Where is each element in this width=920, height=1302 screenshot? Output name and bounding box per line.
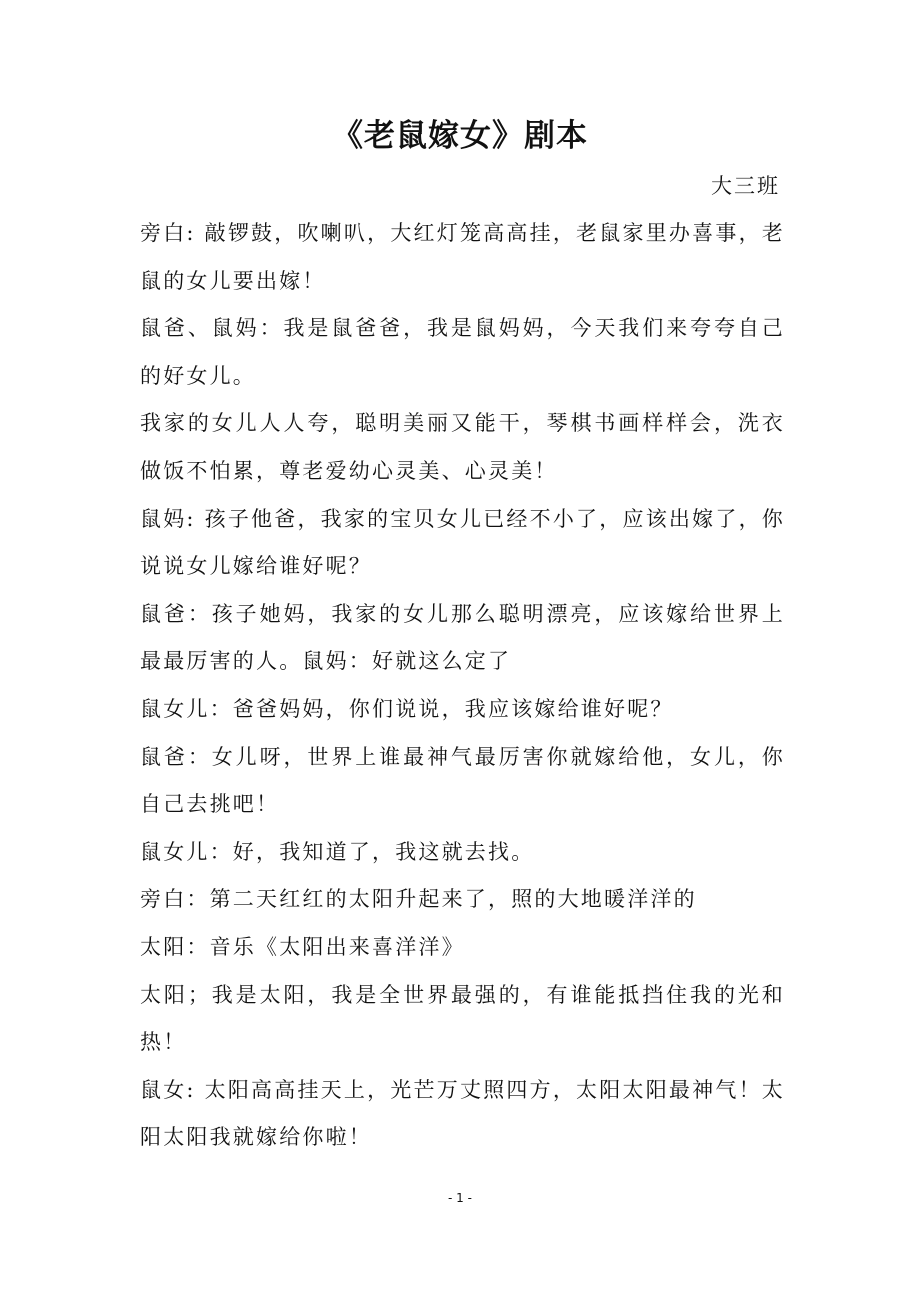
document-author: 大三班 xyxy=(711,174,780,198)
document-title: 《老鼠嫁女》剧本 xyxy=(332,118,588,154)
script-paragraph: 太阳；我是太阳，我是全世界最强的，有谁能抵挡住我的光和热！ xyxy=(140,982,785,1055)
script-paragraph: 旁白：第二天红红的太阳升起来了，照的大地暖洋洋的 xyxy=(140,887,697,912)
script-paragraph: 鼠女儿：爸爸妈妈，你们说说，我应该嫁给谁好呢？ xyxy=(140,696,674,721)
script-paragraph: 鼠女: 太阳高高挂天上，光芒万丈照四方，太阳太阳最神气！太阳太阳我就嫁给你啦！ xyxy=(140,1077,785,1150)
script-paragraph: 鼠爸：女儿呀，世界上谁最神气最厉害你就嫁给他，女儿，你自己去挑吧！ xyxy=(140,744,785,817)
page-number: - 1 - xyxy=(448,1191,472,1205)
script-paragraph: 鼠女儿：好，我知道了，我这就去找。 xyxy=(140,839,535,864)
script-body xyxy=(140,210,785,1162)
script-paragraph: 太阳：音乐《太阳出来喜洋洋》 xyxy=(140,934,465,959)
script-paragraph: 我家的女儿人人夸，聪明美丽又能干，琴棋书画样样会，洗衣做饭不怕累，尊老爱幼心灵美、心灵美！ xyxy=(140,411,785,483)
script-paragraph: 鼠爸：孩子她妈，我家的女儿那么聪明漂亮，应该嫁给世界上最最厉害的人。鼠妈：好就这么定了 xyxy=(140,601,785,674)
script-paragraph: 鼠妈: 孩子他爸，我家的宝贝女儿已经不小了，应该出嫁了，你说说女儿嫁给谁好呢？ xyxy=(140,506,785,579)
script-paragraph: 旁白: 敲锣鼓，吹喇叭，大红灯笼高高挂，老鼠家里办喜事，老鼠的女儿要出嫁！ xyxy=(140,221,785,293)
script-paragraph: 鼠爸、鼠妈：我是鼠爸爸，我是鼠妈妈，今天我们来夸夸自己的好女儿。 xyxy=(140,316,785,388)
